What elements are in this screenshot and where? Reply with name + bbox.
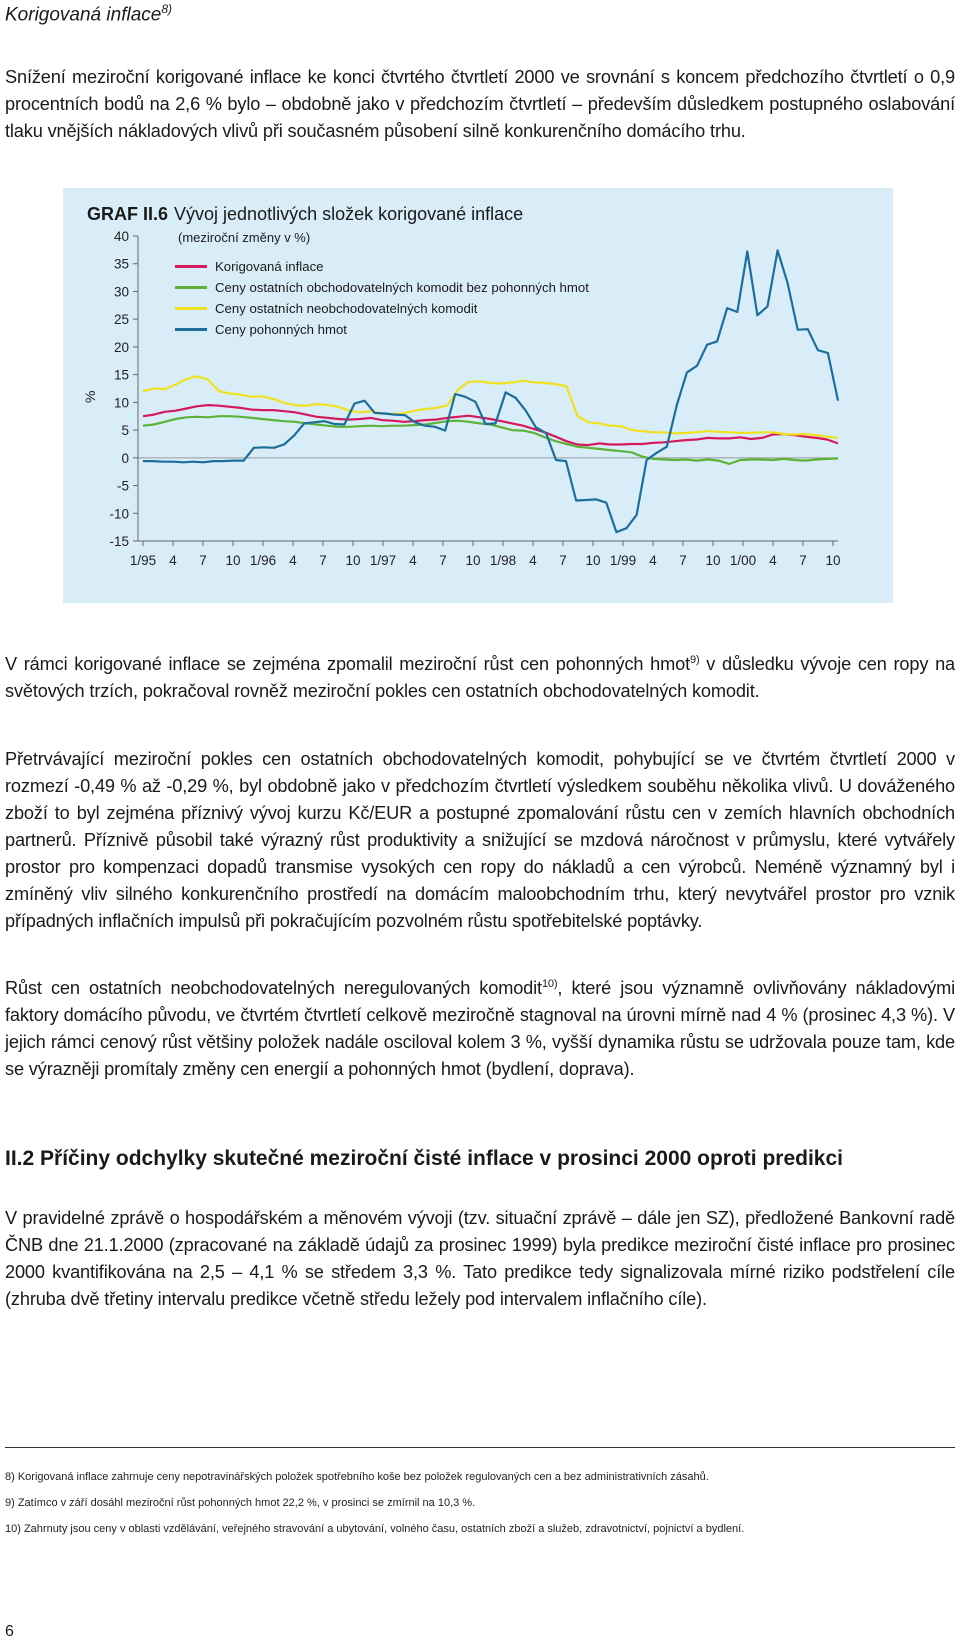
section-heading: Korigovaná inflace$^{8)}$ <box>5 2 172 26</box>
chart-panel <box>63 188 893 603</box>
chart-title: GRAF II.6 Vývoj jednotlivých složek korigované inflace <box>87 204 524 224</box>
legend-item: Ceny pohonných hmot <box>175 319 589 340</box>
x-tick-label: 10 <box>465 553 481 568</box>
y-tick-label: -5 <box>116 478 129 494</box>
y-tick-label: 5 <box>121 423 129 439</box>
footnote-ref-10: 10) <box>541 977 558 990</box>
x-tick-label: 10 <box>225 553 241 568</box>
paragraph-intro: Snížení meziroční korigované inflace ke konci čtvrtého čtvrtletí 2000 ve srovnání s koncem předchozího čtvrtletí o 0,9 procentních bodů na 2,6 % bylo – obdobně jako v předchozím čtvrtletí – především důsledkem postupného oslabování tlaku vnějších nákladových vlivů při současném působení silně konkurenčního domácího trhu. <box>5 67 955 141</box>
legend-item: Ceny ostatních neobchodovatelných komodit <box>175 298 589 319</box>
x-tick-label: 7 <box>319 553 327 568</box>
footnote-ref-9: 9) <box>690 653 700 666</box>
page-number: 6 <box>5 1623 14 1640</box>
section-heading-2: II.2 Příčiny odchylky skutečné meziroční čisté inflace v prosinci 2000 oproti predikci <box>5 1147 843 1170</box>
y-axis-label: % <box>82 390 98 404</box>
x-tick-label: 7 <box>679 553 687 568</box>
x-tick-label: 1/99 <box>609 553 637 568</box>
x-tick-label: 1/97 <box>369 553 397 568</box>
x-tick-label: 4 <box>409 553 417 568</box>
y-tick-label: 35 <box>113 256 129 272</box>
x-tick-label: 10 <box>705 553 721 568</box>
x-tick-label: 7 <box>439 553 447 568</box>
legend-swatch <box>175 265 207 268</box>
chart-label: GRAF II.6 <box>87 204 169 224</box>
x-tick-label: 10 <box>585 553 601 568</box>
x-tick-label: 4 <box>769 553 777 568</box>
footnote-9: 9) Zatímco v září dosáhl meziroční růst pohonných hmot 22,2 %, v prosinci se zmírnil na 10,3 %. <box>5 1497 476 1509</box>
chart-legend <box>175 256 589 340</box>
chart-canvas <box>63 188 893 603</box>
x-tick-label: 10 <box>345 553 361 568</box>
legend-swatch <box>175 286 207 289</box>
y-tick-label: 20 <box>113 339 129 355</box>
y-tick-label: 25 <box>113 312 129 328</box>
series-line-2 <box>143 376 838 438</box>
x-tick-label: 7 <box>799 553 807 568</box>
y-tick-label: 30 <box>113 284 129 300</box>
x-tick-label: 10 <box>825 553 841 568</box>
legend-swatch <box>175 307 207 310</box>
paragraph-tradables: Přetrvávající meziroční pokles cen ostatních obchodovatelných komodit, pohybující se ve čtvrtém čtvrtletí 2000 v rozmezí -0,49 % až -0,29 %, byl obdobně jako v předchozím čtvrtletí výsledkem souběhu několika vlivů. U dováženého zboží to byl zejména příznivý vývoj kurzu Kč/EUR a postupné zpomalování růstu cen v zemích hlavních obchodních partnerů. Příznivě působil také výrazný růst produktivity a snižující se mzdová náročnost v průmyslu, které vytvářely prostor pro kompenzaci dopadů transmise vysokých cen ropy do nákladů a cen výrobců. Neméně významný byl i zmíněný vliv silného konkurenčního prostředí na domácím maloobchodním trhu, který nevytvářel prostor pro vznik případných inflačních impulsů při pokračujícím pozvolném růstu spotřebitelské poptávky. <box>5 749 955 931</box>
paragraph-fuel: V rámci korigované inflace se zejména zpomalil meziroční růst cen pohonných hmot$^{9)}$ v důsledku vývoje cen ropy na světových trzích, pokračoval rovněž meziroční pokles cen ostatních obchodovatelných komodit. <box>5 653 956 701</box>
footnote-8: 8) Korigovaná inflace zahrnuje ceny nepotravinářských položek spotřebního koše bez položek regulovaných cen a bez administrativních zásahů. <box>5 1471 709 1483</box>
footnote-ref-8: 8) <box>161 2 172 16</box>
y-tick-label: 15 <box>113 367 129 383</box>
chart-subtitle: (meziroční změny v %) <box>178 230 311 245</box>
x-tick-label: 4 <box>529 553 537 568</box>
x-tick-label: 4 <box>289 553 297 568</box>
x-tick-label: 4 <box>649 553 657 568</box>
legend-swatch <box>175 328 207 331</box>
x-tick-label: 1/00 <box>729 553 757 568</box>
paragraph-nontradables: Růst cen ostatních neobchodovatelných neregulovaných komodit$^{10)}$, které jsou významně ovlivňovány nákladovými faktory domácího původu, ve čtvrtém čtvrtletí celkově meziročně stagnoval na úrovni mírně nad 4 % (prosinec 4,3 %). V jejich rámci cenový růst většiny položek nadále osciloval kolem 3 %, vyšší dynamika růstu se udržovala pouze tam, kde se výrazněji promítaly změny cen energií a pohonných hmot (bydlení, doprava). <box>5 977 955 1079</box>
footnote-10: 10) Zahrnuty jsou ceny v oblasti vzdělávání, veřejného stravování a ubytování, volného času, ostatních zboží a služeb, zdravotnictví, pojnictví a bydlení. <box>5 1523 745 1535</box>
footnote-divider <box>5 1447 955 1448</box>
legend-item: Korigovaná inflace <box>175 256 589 277</box>
x-tick-label: 1/96 <box>249 553 277 568</box>
y-tick-label: 0 <box>121 450 129 466</box>
y-tick-label: -10 <box>109 506 129 522</box>
x-tick-label: 4 <box>169 553 177 568</box>
y-tick-label: 40 <box>113 229 129 244</box>
y-tick-label: 10 <box>113 395 129 411</box>
paragraph-prediction: V pravidelné zprávě o hospodářském a měnovém vývoji (tzv. situační zprávě – dále jen SZ), předložené Bankovní radě ČNB dne 21.1.2000 (zpracované na základě údajů za prosinec 1999) byla predikce meziroční čisté inflace pro prosinec 2000 kvantifikována na 2,5 – 4,1 % se středem 3,3 %. Tato predikce tedy signalizovala mírné riziko podstřelení cíle (zhruba dvě třetiny intervalu predikce včetně středu ležely pod intervalem inflačního cíle). <box>5 1208 955 1309</box>
x-tick-label: 7 <box>199 553 207 568</box>
y-tick-label: -15 <box>109 534 129 549</box>
legend-item: Ceny ostatních obchodovatelných komodit bez pohonných hmot <box>175 277 589 298</box>
x-tick-label: 7 <box>559 553 567 568</box>
x-tick-label: 1/95 <box>129 553 157 568</box>
x-tick-label: 1/98 <box>489 553 517 568</box>
